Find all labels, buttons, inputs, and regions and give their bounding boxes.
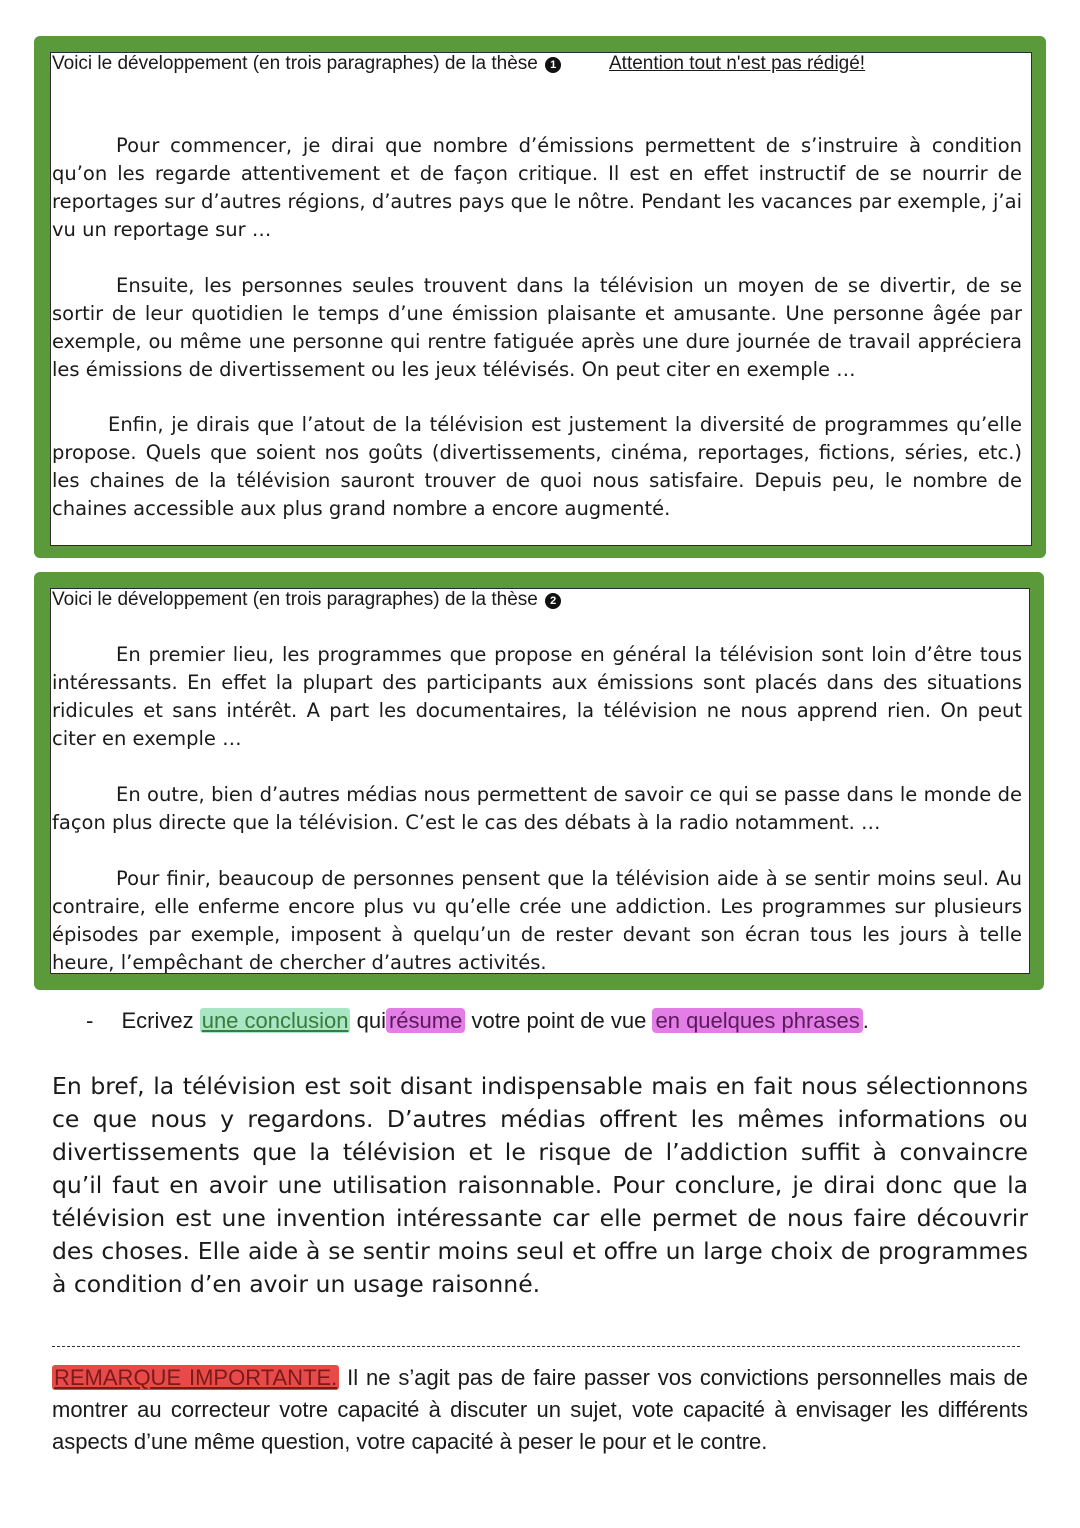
important-remark	[52, 1362, 1028, 1458]
number-two-badge: 2	[545, 593, 561, 609]
instruction-part2: qui	[356, 1008, 386, 1033]
remark-label: REMARQUE IMPORTANTE.	[54, 1365, 338, 1390]
warning-note: Attention tout n'est pas rédigé!	[609, 53, 866, 74]
instruction-part3: votre point de vue	[471, 1008, 647, 1033]
conclusion-paragraph: En bref, la télévision est soit disant indispensable mais en fait nous sélectionnons ce que nous y regardons. D’autres médias offrent les mêmes informations ou divertissements que la télévision et le risque de l’addiction suffit à convaincre qu’il faut en avoir une utilisation raisonnable. Pour conclure, je dirai donc que la télévision est une invention intéressante car elle permet de nous faire découvrir des choses. Elle aide à se sentir moins seul et offre un large choix de programmes à condition d’en avoir un usage raisonné.	[52, 1072, 1028, 1298]
highlight-conclusion: une conclusion	[201, 1008, 349, 1033]
number-one-badge: 1	[545, 57, 561, 73]
thesis1-heading-text: Voici le développement (en trois paragraphes) de la thèse	[52, 53, 538, 74]
thesis2-paragraph-3: Pour finir, beaucoup de personnes pensent que la télévision aide à se sentir moins seul. Au contraire, elle enferme encore plus vu qu’elle crée une addiction. Les programmes sur plusieurs épisodes par exemple, imposent à quelqu’un de rester devant son écran tous les jours à telle heure, l’empêchant de chercher d’autres activités.	[52, 867, 1022, 974]
thesis1-paragraph-3: Enfin, je dirais que l’atout de la télévision est justement la diversité de programmes qu’elle propose. Quels que soient nos goûts (divertissements, cinéma, reportages, fictions, séries, etc.) les chaines de la télévision sauront trouver de quoi nous satisfaire. Depuis peu, le nombre de chaines accessible aux plus grand nombre a encore augmenté.	[52, 413, 1022, 520]
instruction-line	[86, 1008, 869, 1034]
thesis2-heading-text: Voici le développement (en trois paragraphes) de la thèse	[52, 589, 538, 610]
bullet-dash: -	[86, 1008, 94, 1033]
instruction-part1: Ecrivez	[121, 1008, 194, 1033]
thesis2-heading	[52, 589, 561, 611]
thesis1-paragraph-2: Ensuite, les personnes seules trouvent dans la télévision un moyen de se divertir, de se sortir de leur quotidien le temps d’une émission plaisante et amusante. Une personne âgée par exemple, ou même une personne qui rentre fatiguée après une dure journée de travail appréciera les émissions de divertissement ou les jeux télévisés. On peut citer en exemple …	[52, 274, 1022, 381]
thesis1-heading	[52, 53, 561, 75]
instruction-end: .	[862, 1008, 869, 1033]
thesis2-paragraph-1: En premier lieu, les programmes que propose en général la télévision sont loin d’être tous intéressants. En effet la plupart des participants aux émissions sont placés dans des situations ridicules et sans intérêt. A part les documentaires, la télévision ne nous apprend rien. On peut citer en exemple …	[52, 643, 1022, 750]
highlight-phrases: en quelques phrases	[652, 1008, 862, 1033]
thesis1-paragraph-1: Pour commencer, je dirai que nombre d’émissions permettent de s’instruire à condition qu’on les regarde attentivement et de façon critique. Il est en effet instructif de se nourrir de reportages sur d’autres régions, d’autres pays que le nôtre. Pendant les vacances par exemple, j’ai vu un reportage sur …	[52, 134, 1022, 241]
dashed-divider	[52, 1346, 1020, 1347]
thesis2-paragraph-2: En outre, bien d’autres médias nous permettent de savoir ce qui se passe dans le monde de façon plus directe que la télévision. C’est le cas des débats à la radio notamment. …	[52, 783, 1022, 834]
highlight-resume: résume	[386, 1008, 465, 1033]
remark-text: Il ne s’agit pas de faire passer vos convictions personnelles mais de montrer au correcteur votre capacité à discuter un sujet, vote capacité à envisager les différents aspects d’une même question, votre capacité à peser le pour et le contre.	[52, 1365, 1028, 1454]
